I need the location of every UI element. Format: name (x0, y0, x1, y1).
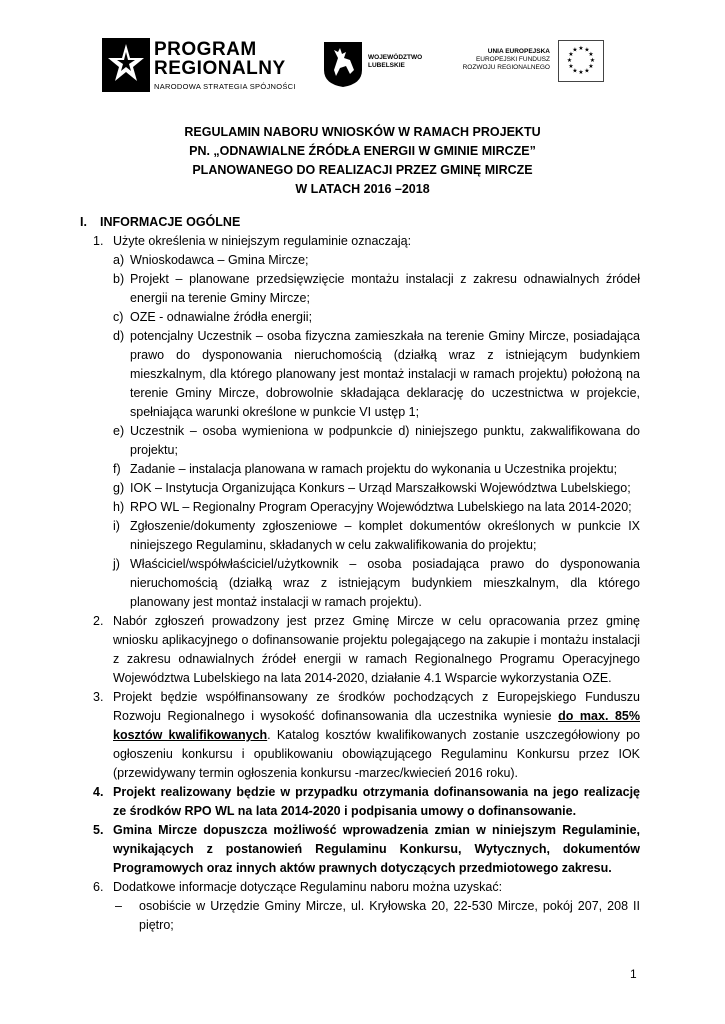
eu-flag-icon (558, 40, 604, 82)
list-item: 5. Gmina Mircze dopuszcza możliwość wprowadzenia zmian w niniejszym Regulaminie, wynikających z postanowień Regulaminu Konkursu, Wytycznych, dokumentów Programowych oraz innych aktów prawnych dotyczących przedmiotowego zakresu. (93, 823, 640, 875)
svg-text:★: ★ (568, 51, 574, 58)
svg-text:★: ★ (588, 63, 594, 70)
sub-item-h: h) RPO WL – Regionalny Program Operacyjny Województwa Lubelskiego na lata 2014-2020; (113, 500, 632, 514)
lubelskie-logo (322, 40, 442, 90)
document-body (80, 213, 640, 935)
lubelskie-line1: WOJEWÓDZTWO (368, 54, 423, 61)
ue-line3: ROZWOJU REGIONALNEGO (462, 64, 550, 71)
sub-item-g: g) IOK – Instytucja Organizująca Konkurs – Urząd Marszałkowski Województwa Lubelskiego; (113, 481, 631, 495)
title-line3: PLANOWANEGO DO REALIZACJI PRZEZ GMINĘ MIRCZE (192, 163, 533, 177)
svg-text:★: ★ (584, 67, 590, 75)
svg-text:★: ★ (566, 57, 573, 64)
sub-item-d: d) potencjalny Uczestnik – osoba fizyczna zamieszkała na terenie Gminy Mircze, posiadająca prawo do dysponowania nieruchomością (działką wraz z istniejącym budynkiem mieszkalnym, dla którego planowany jest montaż instalacji w ramach projektu) położoną na terenie Gminy Mircze, dobrowolnie składająca deklarację do uczestnictwa w projekcie, spełniająca warunki określone w punkcie VI ustęp 1; (113, 329, 640, 419)
svg-text:★: ★ (578, 69, 584, 76)
dash-item: – osobiście w Urzędzie Gminy Mircze, ul. Kryłowska 20, 22-530 Mircze, pokój 207, 208 II piętro; (115, 899, 640, 932)
list-item: 3. Projekt będzie współfinansowany ze środków pochodzących z Europejskiego Funduszu Rozwoju Regionalnego i wysokość dofinansowania dla uczestnika wyniesie do max. 85% kosztów kwalifikowanych. Katalog kosztów kwalifikowanych zostanie uszczegółowiony po ogłoszeniu konkursu i opublikowaniu obowiązującego Regulaminu Konkursu przez IOK (przewidywany termin ogłoszenia konkursu -marzec/kwiecień 2016 roku). (93, 690, 640, 780)
program-title-line1: PROGRAM (154, 39, 257, 60)
svg-text:★: ★ (568, 63, 574, 70)
page-header (0, 30, 725, 105)
title-line1: REGULAMIN NABORU WNIOSKÓW W RAMACH PROJEKTU (184, 125, 541, 139)
svg-text:★: ★ (588, 51, 594, 58)
ue-line2: EUROPEJSKI FUNDUSZ (475, 56, 550, 63)
svg-text:★: ★ (572, 67, 578, 75)
sub-item-c: c) OZE - odnawialne źródła energii; (113, 310, 313, 324)
highlighted-cost-limit: do max. 85% kosztów kwalifikowanych (113, 709, 640, 742)
sub-item-b: b) Projekt – planowane przedsięwzięcie montażu instalacji z zakresu odnawialnych źródeł energii na terenie Gminy Mircze; (113, 272, 640, 305)
svg-text:★: ★ (584, 46, 590, 54)
program-title-line2: REGIONALNY (154, 58, 286, 79)
program-subtitle: NARODOWA STRATEGIA SPÓJNOŚCI (154, 82, 296, 91)
svg-text:★: ★ (572, 46, 578, 54)
star-emblem-icon (102, 38, 150, 92)
page-number: 1 (630, 967, 637, 981)
sub-item-a: a) Wnioskodawca – Gmina Mircze; (113, 253, 309, 267)
program-regionalny-logo (102, 38, 302, 98)
title-line4: W LATACH 2016 –2018 (295, 182, 430, 196)
sub-item-j: j) Właściciel/współwłaściciel/użytkownik – osoba posiadająca prawo do dysponowania nieruchomością (działką wraz z istniejącym budynkiem mieszkalnym, dla którego planowany jest montaż instalacji w ramach projektu). (113, 557, 640, 609)
title-line2: PN. „ODNAWIALNE ŹRÓDŁA ENERGII W GMINIE MIRCZE” (189, 144, 536, 158)
sub-item-e: e) Uczestnik – osoba wymieniona w podpunkcie d) niniejszego punktu, zakwalifikowana do projektu; (113, 424, 640, 457)
svg-text:★: ★ (589, 57, 596, 64)
list-item: 4. Projekt realizowany będzie w przypadku otrzymania dofinansowania na jego realizację ze środków RPO WL na lata 2014-2020 i podpisania umowy o dofinansowanie. (93, 785, 640, 818)
deer-crest-icon (322, 40, 364, 88)
sub-item-i: i) Zgłoszenie/dokumenty zgłoszeniowe – komplet dokumentów określonych w punkcie IX niniejszego Regulaminu, składanych w celu zakwalifikowania do projektu; (113, 519, 640, 552)
list-item: 2. Nabór zgłoszeń prowadzony jest przez Gminę Mircze w celu opracowania przez gminę wniosku aplikacyjnego o dofinansowanie projektu polegającego na zakupie i montażu instalacji z zakresu odnawialnych źródeł energii w ramach Regionalnego Programu Operacyjnego Województwa Lubelskiego na lata 2014-2020, działanie 4.1 Wsparcie wykorzystania OZE. (93, 614, 640, 685)
document-title (0, 123, 725, 199)
eu-logo (452, 40, 602, 90)
sub-item-f: f) Zadanie – instalacja planowana w ramach projektu do wykonania u Uczestnika projektu; (113, 462, 618, 476)
lubelskie-line2: LUBELSKIE (368, 62, 405, 69)
ue-line1: UNIA EUROPEJSKA (487, 48, 550, 55)
section-title: INFORMACJE OGÓLNE (100, 215, 241, 229)
list-item: 1. Użyte określenia w niniejszym regulaminie oznaczają: (93, 234, 412, 248)
section-heading: I. INFORMACJE OGÓLNE (80, 213, 640, 232)
list-item: 6. Dodatkowe informacje dotyczące Regulaminu naboru można uzyskać: (93, 880, 503, 894)
svg-text:★: ★ (578, 45, 584, 52)
